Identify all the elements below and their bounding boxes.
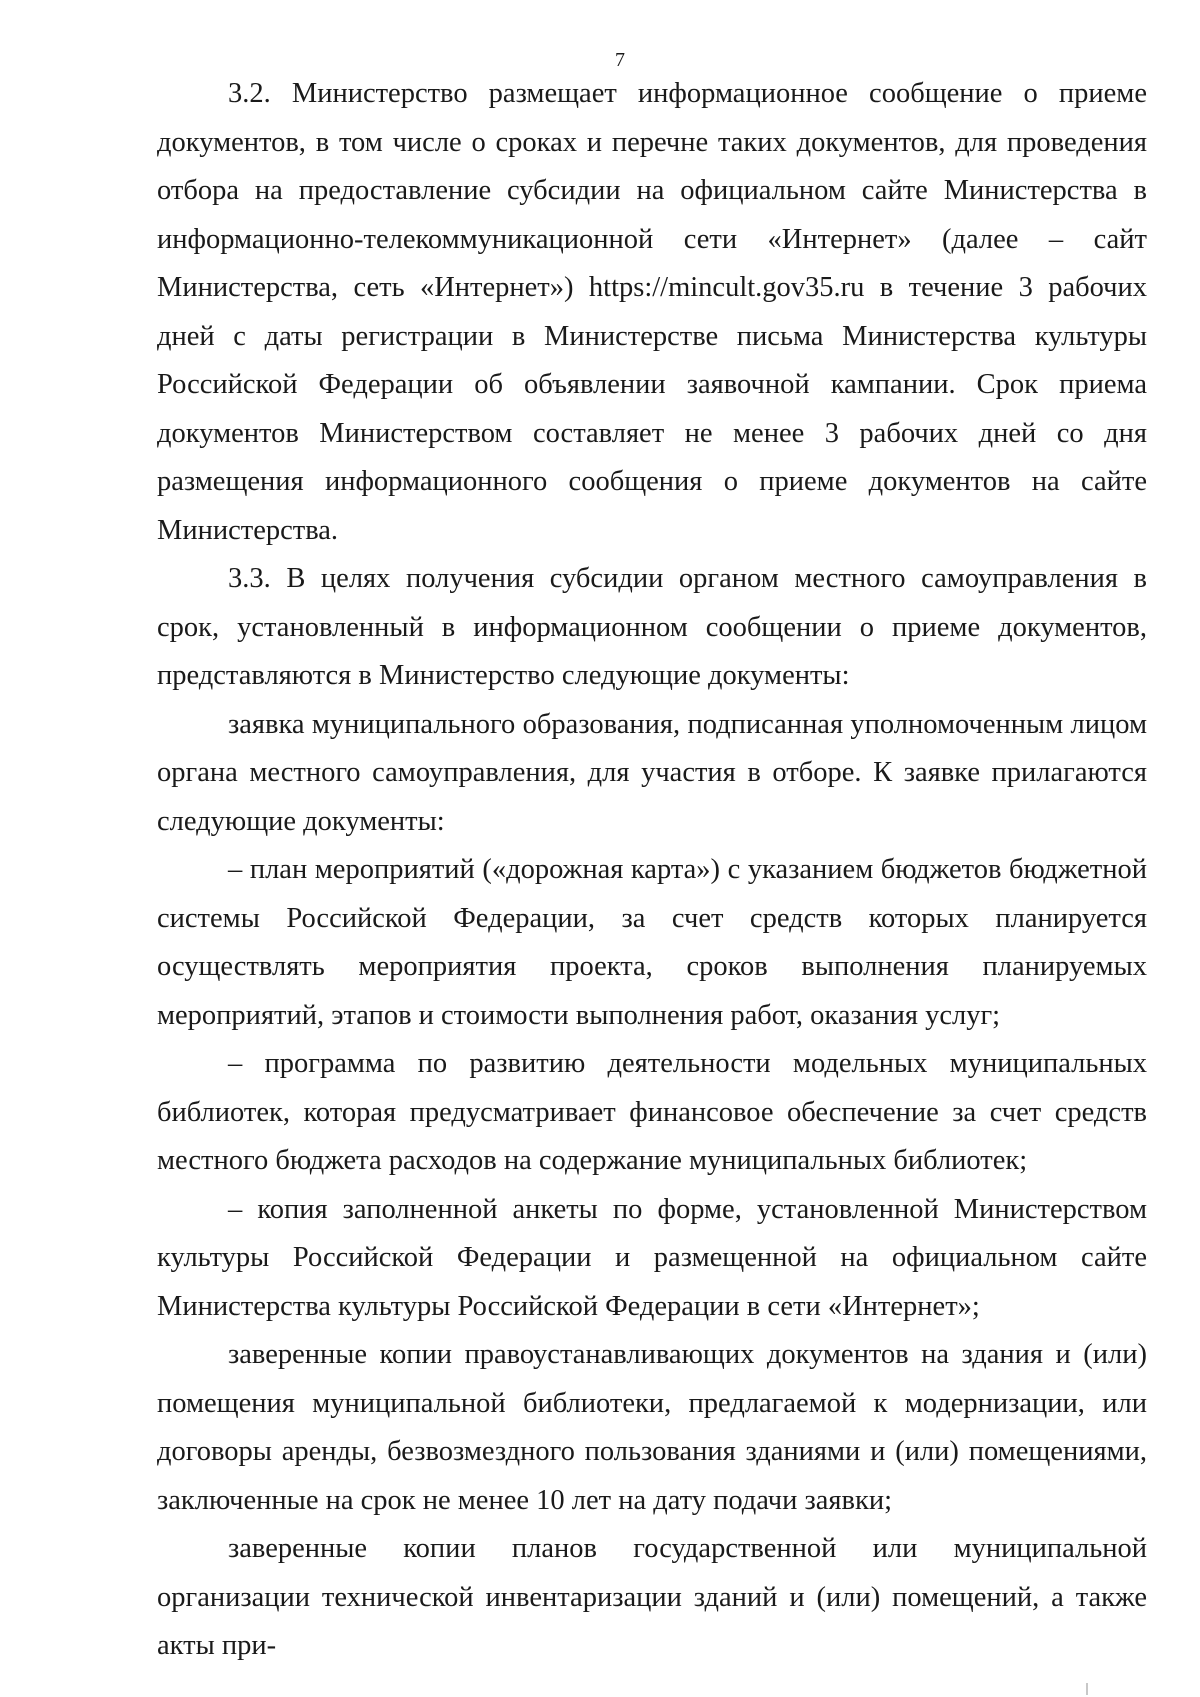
paragraph-inventory-plans: заверенные копии планов государственной или муниципальной организации технической инвентаризации зданий и (или) помещений, а также акты при- <box>157 1533 1147 1661</box>
page-number: 7 <box>615 49 625 71</box>
list-item-library-program: – программа по развитию деятельности модельных муниципальных библиотек, которая предусматривает финансовое обеспечение за счет средств местного бюджета расходов на содержание муниципальных библиотек; <box>157 1048 1147 1176</box>
scan-artifact <box>1086 1683 1088 1695</box>
paragraph-application: заявка муниципального образования, подписанная уполномоченным лицом органа местного самоуправления, для участия в отборе. К заявке прилагаются следующие документы: <box>157 708 1147 837</box>
paragraph-ownership-documents: заверенные копии правоустанавливающих документов на здания и (или) помещения муниципальной библиотеки, предлагаемой к модернизации, или договоры аренды, безвозмездного пользования зданиями и (или) помещениями, заключенные на срок не менее 10 лет на дату подачи заявки; <box>157 1339 1147 1516</box>
document-body <box>157 70 1147 1671</box>
paragraph-3-3: 3.3. В целях получения субсидии органом местного самоуправления в срок, установленный в информационном сообщении о приеме документов, представляются в Министерство следующие документы: <box>157 563 1147 691</box>
list-item-roadmap: – план мероприятий («дорожная карта») с указанием бюджетов бюджетной системы Российской Федерации, за счет средств которых планируется осуществлять мероприятия проекта, сроков выполнения планируемых мероприятий, этапов и стоимости выполнения работ, оказания услуг; <box>157 854 1147 1031</box>
paragraph-3-2: 3.2. Министерство размещает информационное сообщение о приеме документов, в том числе о сроках и перечне таких документов, для проведения отбора на предоставление субсидии на официальном сайте Министерства в информационно-телекоммуникационной сети «Интернет» (далее – сайт Министерства, сеть «Интернет») https://mincult.gov35.ru в течение 3 рабочих дней с даты регистрации в Министерстве письма Министерства культуры Российской Федерации об объявлении заявочной кампании. Срок приема документов Министерством составляет не менее 3 рабочих дней со дня размещения информационного сообщения о приеме документов на сайте Министерства. <box>157 78 1147 546</box>
list-item-questionnaire-copy: – копия заполненной анкеты по форме, установленной Министерством культуры Российской Федерации и размещенной на официальном сайте Министерства культуры Российской Федерации в сети «Интернет»; <box>157 1193 1147 1322</box>
